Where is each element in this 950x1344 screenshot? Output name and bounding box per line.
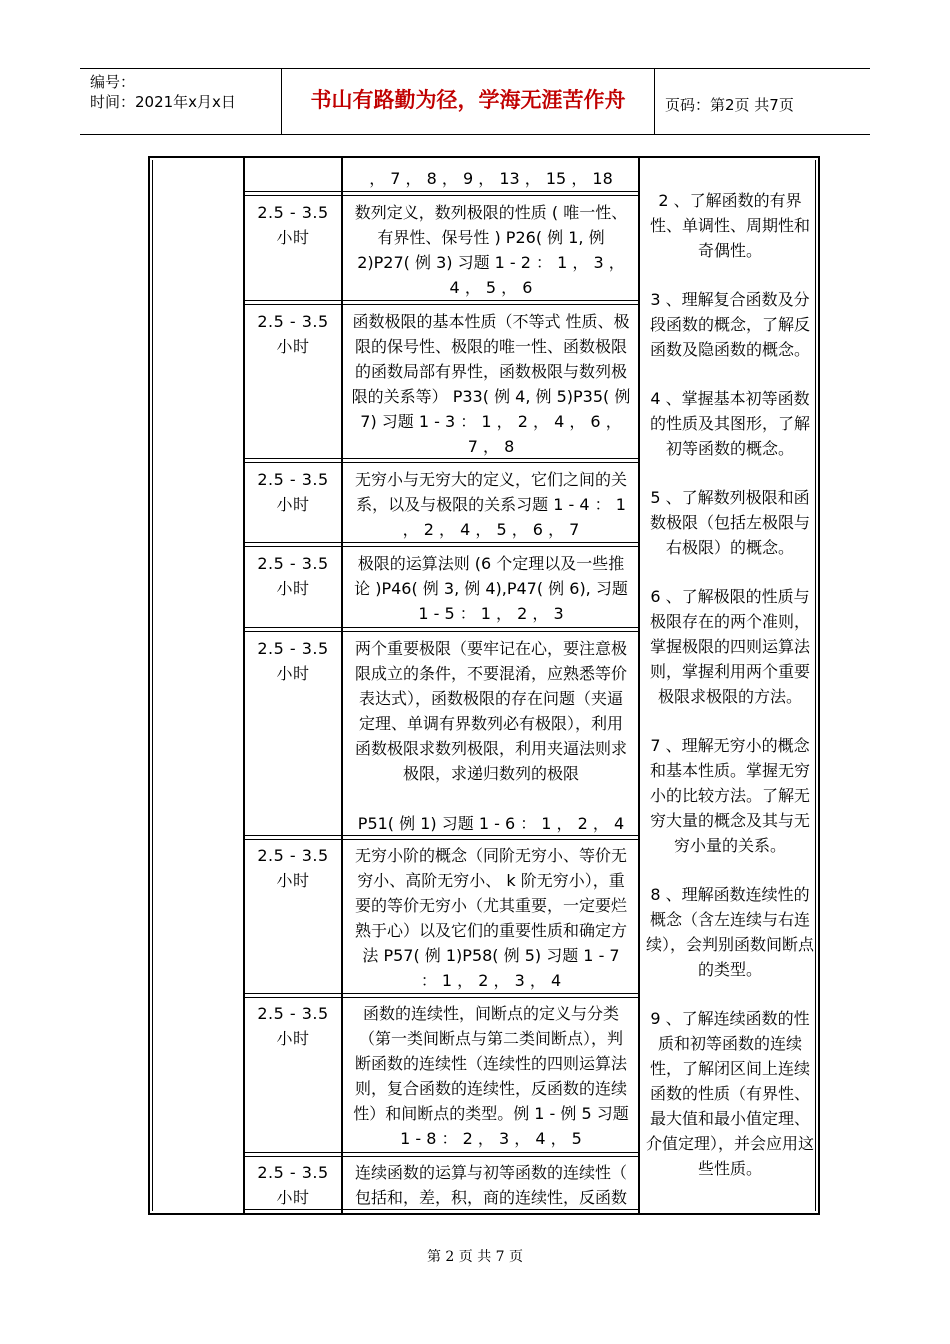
header-number-label: 编号： — [90, 73, 136, 91]
goal-item: 2 、了解函数的有界性、单调性、周期性和奇偶性。 — [649, 191, 810, 260]
row-time: 2.5 - 3.5 小时 — [257, 554, 329, 598]
header-bottom-rule — [80, 134, 870, 135]
row-time: 2.5 - 3.5 小时 — [257, 1163, 329, 1207]
row-content: 无穷小与无穷大的定义，它们之间的关 系，以及与极限的关系习题 1 - 4 ： 1 ， 2 ， 4 ， 5 ， 6 ， 7 — [354, 470, 627, 539]
row-content: 极限的运算法则 (6 个定理以及一些推 论 )P46( 例 3, 例 4),P47( 例 6), 习题 1 - 5 ： 1 ， 2 ， 3 — [354, 554, 628, 623]
row-sep — [245, 300, 639, 301]
row-content: 连续函数的运算与初等函数的连续性（ 包括和，差，积，商的连续性，反函数 — [354, 1163, 627, 1207]
row-sep — [245, 631, 639, 632]
row-time: 2.5 - 3.5 小时 — [257, 470, 329, 514]
row-sep — [245, 1152, 639, 1153]
header-time-label: 时间：2021年x月x日 — [90, 93, 236, 111]
goal-item: 6 、了解极限的性质与极限存在的两个准则，掌握极限的四则运算法则，掌握利用两个重要极限求极限的方法。 — [649, 587, 810, 706]
row-sep — [245, 195, 639, 196]
row-content: 函数的连续性，间断点的定义与分类 （第一类间断点与第二类间断点），判 断函数的连续性（连续性的四则运算法 则，复合函数的连续性，反函数的连续 性）和间断点的类型。例 1 - 例 5 习题 1 - 8 ： 2 ， 3 ， 4 ， 5 — [353, 1004, 629, 1148]
row-time: 2.5 - 3.5 小时 — [257, 639, 329, 683]
header-motto: 书山有路勤为径，学海无涯苦作舟 — [310, 87, 626, 112]
page-footer: 第 2 页 共 7 页 — [426, 1249, 524, 1265]
row-sep — [245, 191, 639, 192]
goal-item: 8 、理解函数连续性的概念（含左连续与右连续），会判别函数间断点的类型。 — [645, 885, 814, 979]
header-page-code: 页码：第2页 共7页 — [665, 96, 794, 114]
goal-item: 5 、了解数列极限和函数极限（包括左极限与右极限）的概念。 — [649, 488, 810, 557]
table-inner-left-rule — [152, 160, 153, 1211]
table-col-divider-2 — [341, 158, 343, 1214]
row-time: 2.5 - 3.5 小时 — [257, 203, 329, 247]
row-sep — [245, 462, 639, 463]
row-sep — [245, 542, 639, 543]
row-sep — [245, 304, 639, 305]
table-col-divider-1 — [243, 158, 245, 1214]
header-divider-right — [654, 68, 655, 135]
row-time: 2.5 - 3.5 小时 — [257, 1004, 329, 1048]
header-top-rule — [80, 68, 870, 69]
row-content: 两个重要极限（要牢记在心，要注意极 限成立的条件，不要混淆，应熟悉等价 表达式），函数极限的存在问题（夹逼 定理、单调有界数列必有极限），利用 函数极限求数列极限，利用夹逼法则求 极限，求递归数列的极限 P51( 例 1) 习题 1 - 6 ： 1 ， 2 ， 4 — [354, 639, 627, 833]
goals-column — [644, 188, 816, 1205]
row-content: ， 7 ， 8 ， 9 ， 13 ， 15 ， 18 — [369, 169, 613, 188]
table-col-divider-3 — [638, 158, 640, 1214]
goal-item: 7 、理解无穷小的概念和基本性质。掌握无穷小的比较方法。了解无穷大量的概念及其与无穷小量的关系。 — [649, 736, 810, 855]
goal-item: 4 、掌握基本初等函数的性质及其图形，了解初等函数的概念。 — [649, 389, 810, 458]
goal-item: 9 、了解连续函数的性质和初等函数的连续性，了解闭区间上连续函数的性质（有界性、最大值和最小值定理、介值定理），并会应用这些性质。 — [645, 1009, 814, 1178]
row-sep — [245, 839, 639, 840]
row-sep — [245, 546, 639, 547]
row-content: 数列定义，数列极限的性质 ( 唯一性、 有界性、保号性 ) P26( 例 1, 例 2)P27( 例 3) 习题 1 - 2 ： 1 ， 3 ， 4 ， 5 ， 6 — [354, 203, 628, 297]
row-sep — [245, 1156, 639, 1157]
row-content: 函数极限的基本性质（不等式 性质、极 限的保号性、极限的唯一性、函数极限 的函数局部有界性，函数极限与数列极 限的关系等） P33( 例 4, 例 5)P35( 例 7) 习题 1 - 3 ： 1 ， 2 ， 4 ， 6 ， 7 ， 8 — [351, 312, 631, 456]
row-time: 2.5 - 3.5 小时 — [257, 846, 329, 890]
row-sep — [245, 993, 639, 994]
goal-item: 3 、理解复合函数及分段函数的概念，了解反函数及隐函数的概念。 — [649, 290, 810, 359]
row-sep — [245, 997, 639, 998]
header-left-block — [90, 72, 280, 112]
row-content: 无穷小阶的概念（同阶无穷小、等价无 穷小、高阶无穷小、 k 阶无穷小），重 要的等价无穷小（尤其重要，一定要烂 熟于心）以及它们的重要性质和确定方 法 P57( 例 1)P58( 例 5) 习题 1 - 7 ： 1 ， 2 ， 3 ， 4 — [354, 846, 627, 990]
row-time: 2.5 - 3.5 小时 — [257, 312, 329, 356]
row-sep — [245, 627, 639, 628]
